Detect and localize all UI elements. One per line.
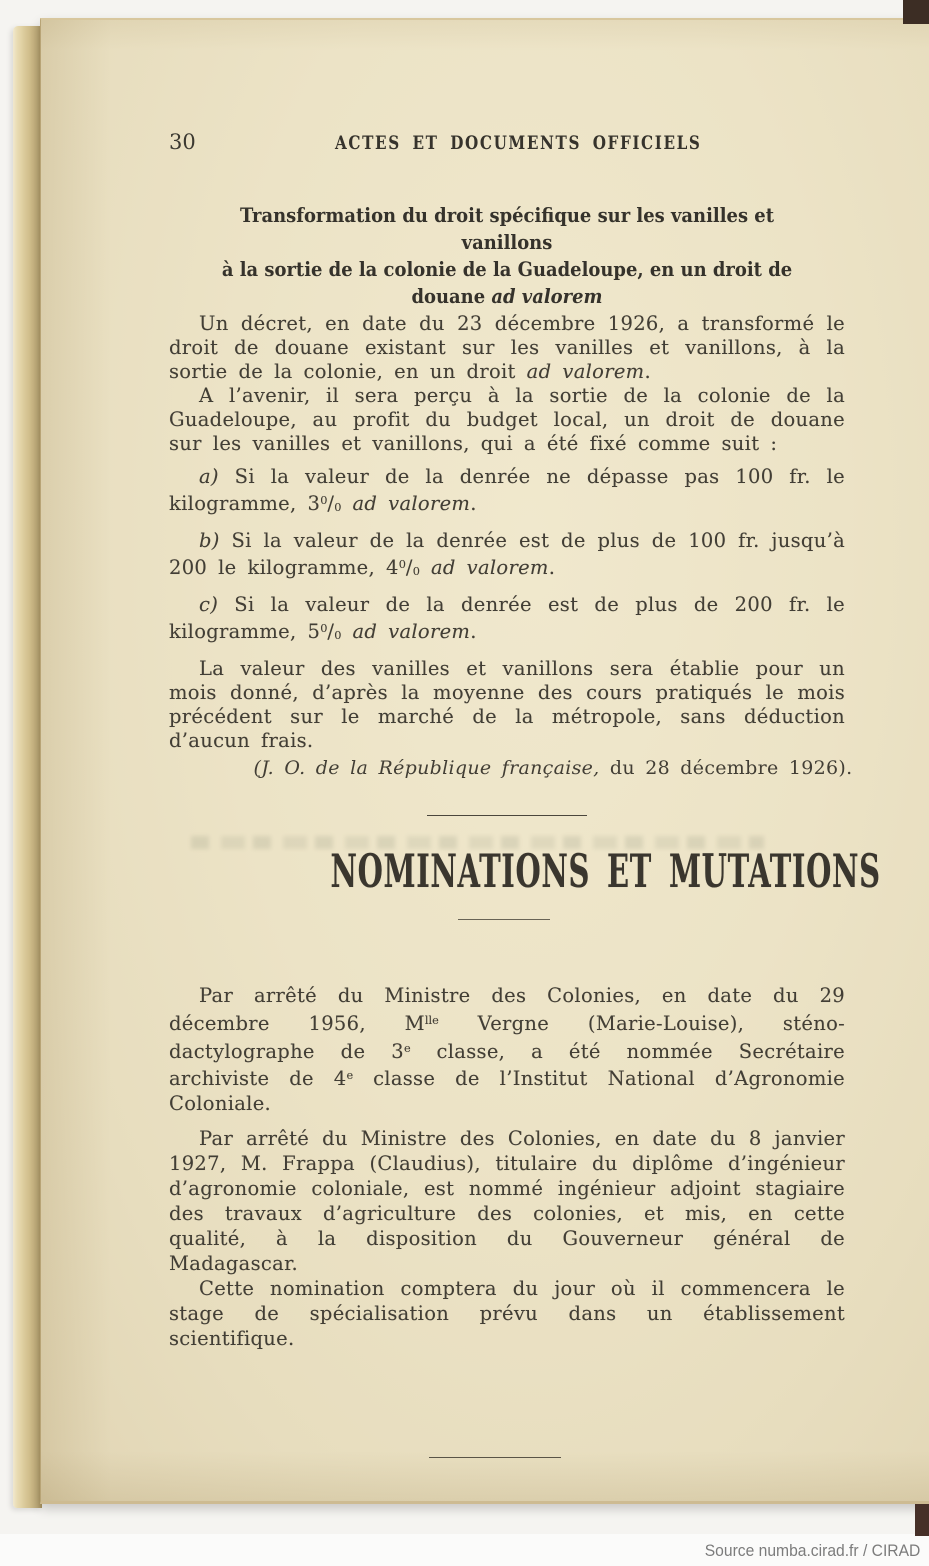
book-page-edges (13, 26, 42, 1508)
page-content (169, 130, 881, 1458)
page-header (169, 132, 845, 154)
paragraph-vergne: Par arrêté du Ministre des Colonies, en date du 29 décembre 1956, $M^{lle}$ Vergne (Marie-Louise), sténo-dactylographe de 3e classe, a été nommée Secrétaire archiviste de 4e classe de l’Institut National d’Agronomie Coloniale. (169, 983, 846, 1116)
paragraph-valeur: La valeur des vanilles et vanillons sera établie pour un mois donné, d’après la moyenne des cours pratiqués le mois précédent sur le marché de la métropole, sans déduction d’aucun frais. (169, 656, 845, 752)
journal-citation: (J. O. de la République française, du 28 décembre 1926). (253, 756, 853, 779)
paragraph-avenir: A l’avenir, il sera perçu à la sortie de la colonie de la Guadeloupe, au profit du budget local, un droit de douane sur les vanilles et vanillons, qui a été fixé comme suit : (169, 384, 845, 455)
article-title-line2: à la sortie de la colonie de la Guadeloupe, en un droit de douane ad valorem (221, 258, 793, 308)
section-divider-under-title (458, 919, 550, 920)
article-title (196, 202, 818, 310)
book-page (40, 18, 929, 1504)
end-divider (429, 1457, 561, 1458)
section-title-text: NOMINATIONS ET MUTATIONS (330, 843, 881, 898)
page-number: 30 (169, 130, 196, 154)
section-title (169, 843, 881, 904)
running-title: ACTES ET DOCUMENTS OFFICIELS (334, 132, 702, 154)
rate-item-c: c) Si la valeur de la denrée est de plus de 200 fr. le kilogramme, $5^0/0$ ad valorem. (169, 593, 845, 644)
paragraph-stage: Cette nomination comptera du jour où il commencera le stage de spécialisation prévu dans un établissement scientifique. (169, 1277, 845, 1351)
section-divider-top (427, 815, 587, 816)
source-caption: Source numba.cirad.fr / CIRAD (704, 1541, 920, 1560)
rate-item-b: b) Si la valeur de la denrée est de plus de 100 fr. jusqu’à 200 le kilogramme, $4^0/0$ ad valorem. (169, 529, 845, 580)
rate-item-a: a) Si la valeur de la denrée ne dépasse pas 100 fr. le kilogramme, $3^0/0$ ad valorem. (169, 465, 845, 515)
paragraph-frappa: Par arrêté du Ministre des Colonies, en date du 8 janvier 1927, M. Frappa (Claudius), titulaire du diplôme d’ingénieur d’agronomie coloniale, est nommé ingénieur adjoint stagiaire des travaux d’agriculture des colonies, et mis, en cette qualité, à la disposition du Gouverneur général de Madagascar. (169, 1127, 845, 1276)
book-cover-corner-bottom (915, 1504, 929, 1536)
article-title-line1: Transformation du droit spécifique sur les vanilles et vanillons (239, 204, 775, 254)
book-cover-corner-top (903, 0, 929, 24)
paragraph-decree: Un décret, en date du 23 décembre 1926, a transformé le droit de douane existant sur les vanilles et vanillons, à la sortie de la colonie, en un droit ad valorem. (169, 312, 845, 383)
caption-bar (0, 1534, 929, 1566)
